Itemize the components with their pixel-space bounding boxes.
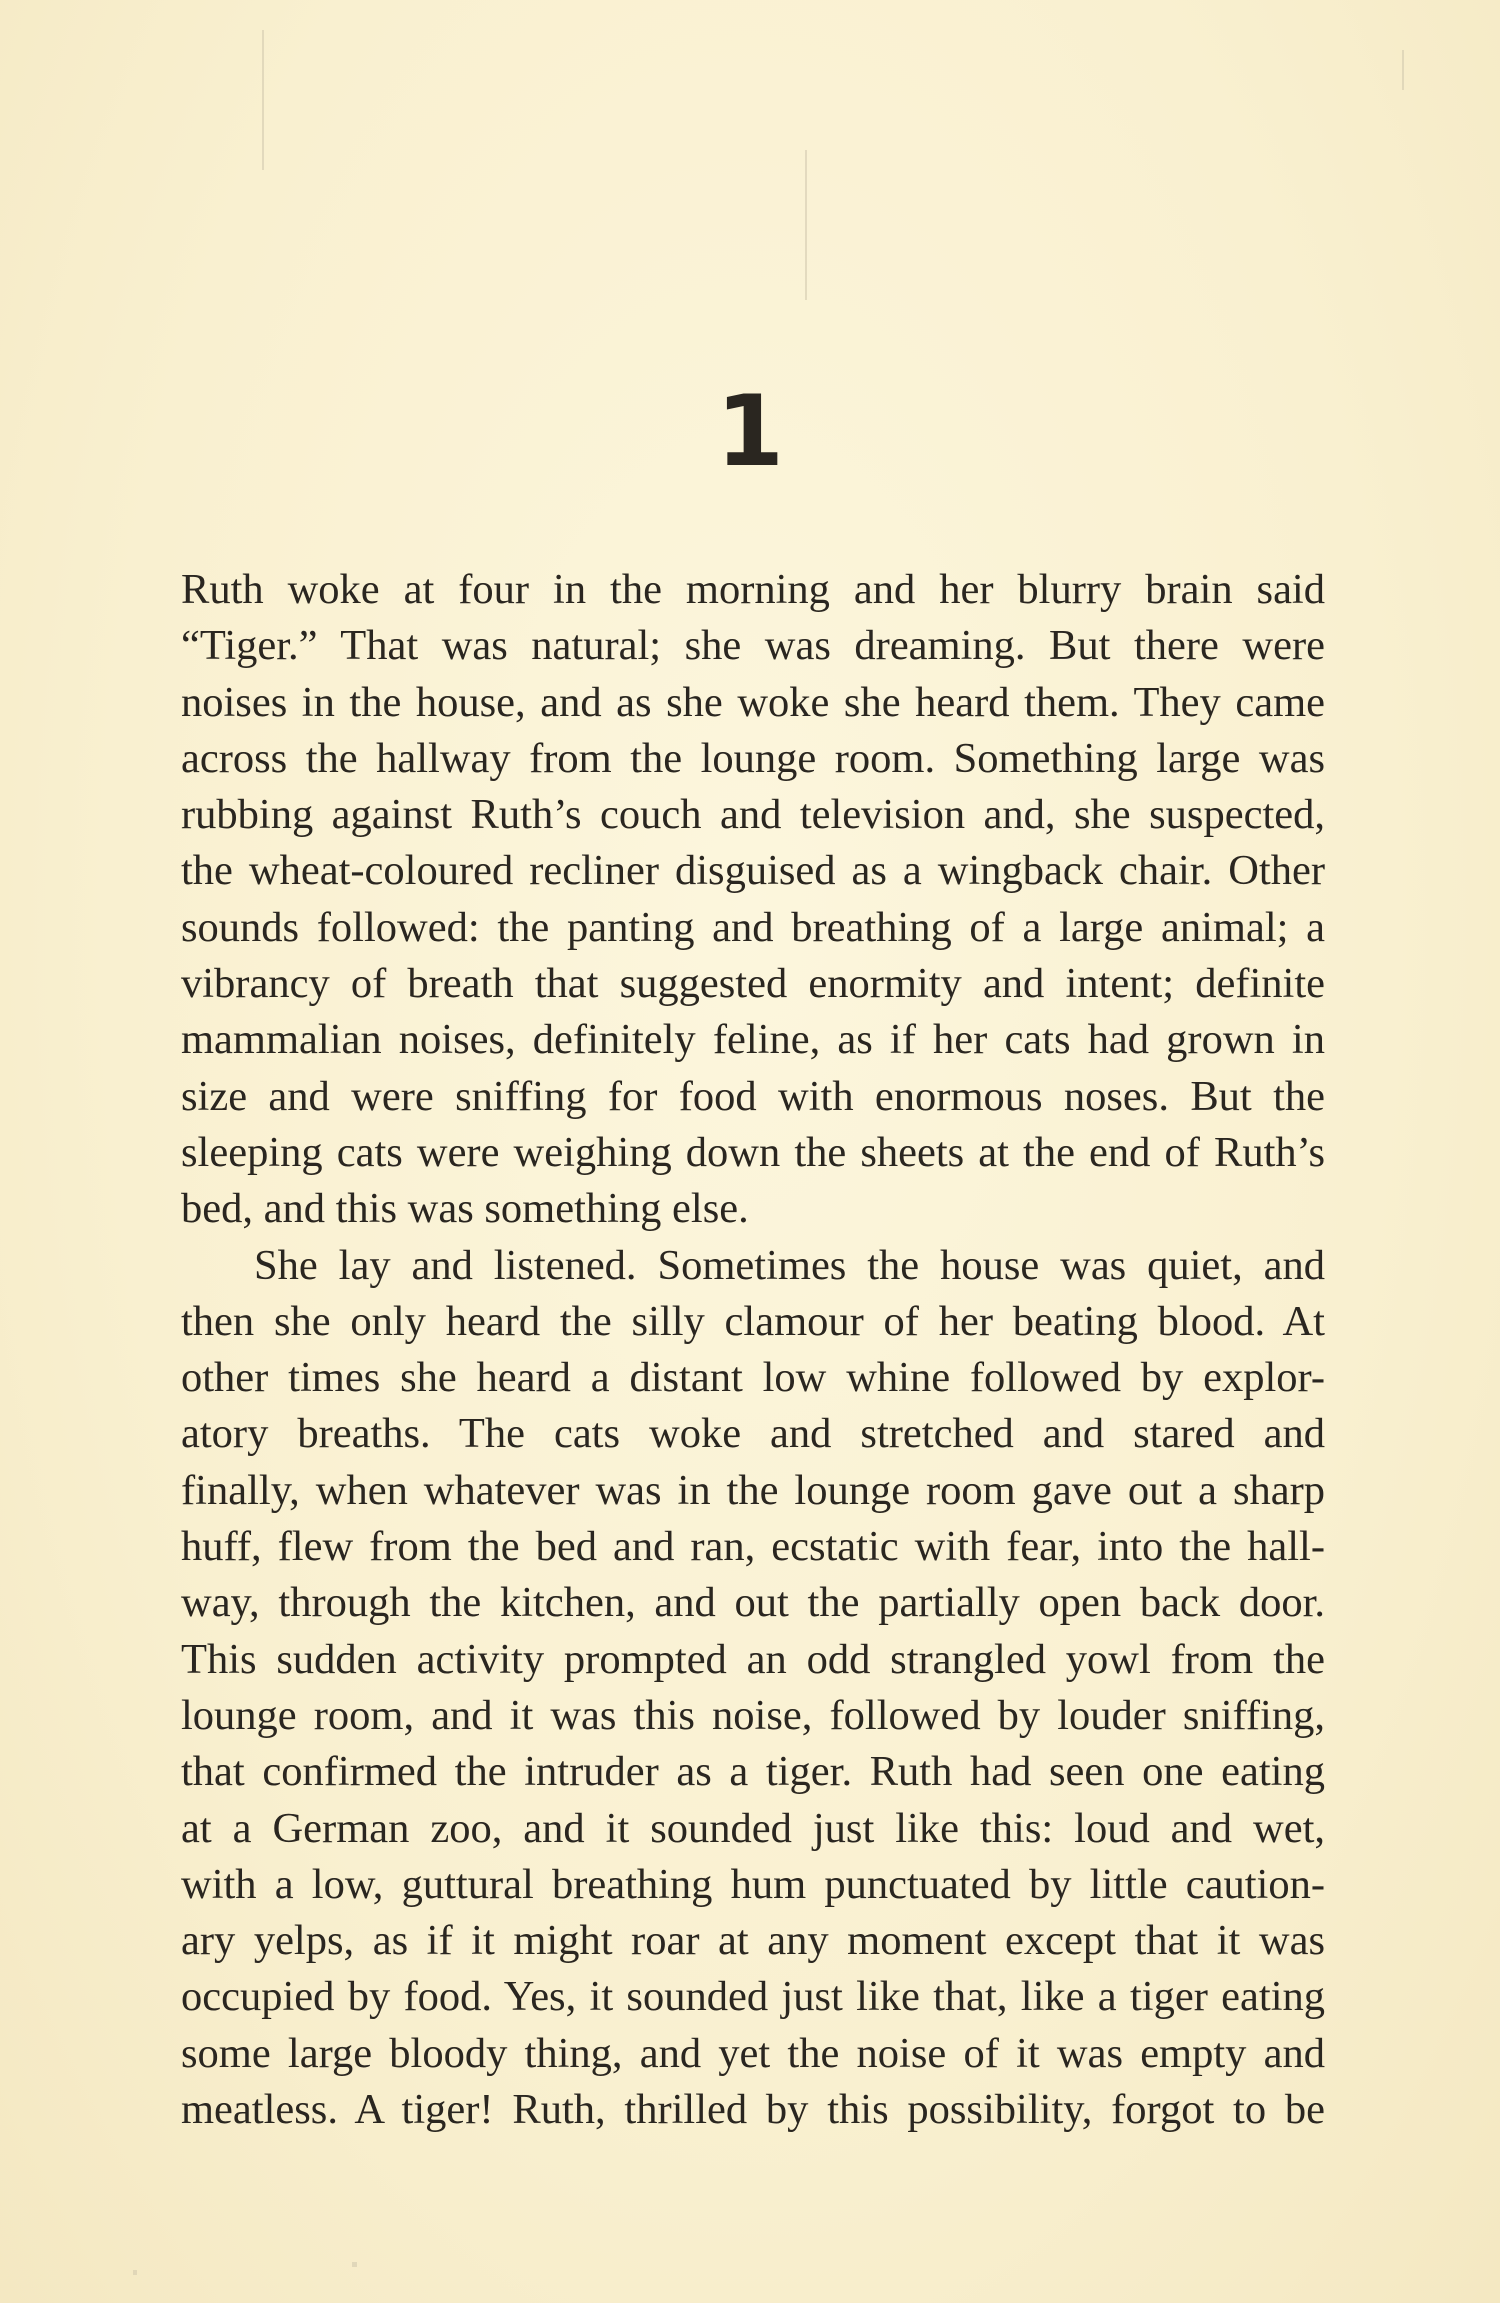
- text-line: the wheat-coloured recliner disguised as a wingback chair. Other: [181, 847, 1325, 895]
- text-line: size and were sniffing for food with enormous noses. But the: [181, 1072, 1325, 1120]
- text-line: sounds followed: the panting and breathing of a large animal; a: [181, 903, 1325, 951]
- text-line: vibrancy of breath that suggested enormity and intent; definite: [181, 960, 1325, 1008]
- text-line: some large bloody thing, and yet the noise of it was empty and: [181, 2029, 1325, 2077]
- text-line: finally, when whatever was in the lounge room gave out a sharp: [181, 1466, 1325, 1514]
- text-line: lounge room, and it was this noise, followed by louder sniffing,: [181, 1691, 1325, 1739]
- text-line: other times she heard a distant low whine followed by explor-: [181, 1354, 1325, 1402]
- text-line: rubbing against Ruth’s couch and television and, she suspected,: [181, 791, 1325, 839]
- scan-mark: [1402, 50, 1404, 90]
- chapter-number: 1: [715, 375, 785, 489]
- scan-mark: [133, 2270, 137, 2275]
- scan-mark: [262, 30, 264, 170]
- text-line: “Tiger.” That was natural; she was dreaming. But there were: [181, 622, 1325, 670]
- text-line: She lay and listened. Sometimes the house was quiet, and: [254, 1241, 1325, 1289]
- text-line: with a low, guttural breathing hum punctuated by little caution-: [181, 1860, 1325, 1908]
- text-line: noises in the house, and as she woke she heard them. They came: [181, 678, 1325, 726]
- text-line: at a German zoo, and it sounded just like this: loud and wet,: [181, 1804, 1325, 1852]
- scan-mark: [805, 150, 807, 300]
- text-line: bed, and this was something else.: [181, 1185, 749, 1233]
- text-line: across the hallway from the lounge room. Something large was: [181, 734, 1325, 782]
- text-line: Ruth woke at four in the morning and her blurry brain said: [181, 566, 1325, 613]
- text-line: meatless. A tiger! Ruth, thrilled by this possibility, forgot to be: [181, 2086, 1325, 2134]
- text-line: then she only heard the silly clamour of her beating blood. At: [181, 1297, 1325, 1345]
- text-line: occupied by food. Yes, it sounded just like that, like a tiger eating: [181, 1973, 1325, 2021]
- text-line: way, through the kitchen, and out the partially open back door.: [181, 1579, 1325, 1627]
- text-line: huff, flew from the bed and ran, ecstatic with fear, into the hall-: [181, 1523, 1325, 1571]
- chapter-body: [181, 562, 1325, 2138]
- text-line: sleeping cats were weighing down the sheets at the end of Ruth’s: [181, 1128, 1325, 1176]
- text-line: mammalian noises, definitely feline, as if her cats had grown in: [181, 1016, 1325, 1064]
- paragraph: [181, 562, 1325, 1238]
- paragraph: [181, 1238, 1325, 2139]
- text-line: atory breaths. The cats woke and stretched and stared and: [181, 1410, 1325, 1458]
- scan-mark: [352, 2262, 357, 2267]
- text-line: This sudden activity prompted an odd strangled yowl from the: [181, 1635, 1325, 1683]
- text-line: ary yelps, as if it might roar at any moment except that it was: [181, 1917, 1325, 1965]
- text-line: that confirmed the intruder as a tiger. Ruth had seen one eating: [181, 1748, 1325, 1796]
